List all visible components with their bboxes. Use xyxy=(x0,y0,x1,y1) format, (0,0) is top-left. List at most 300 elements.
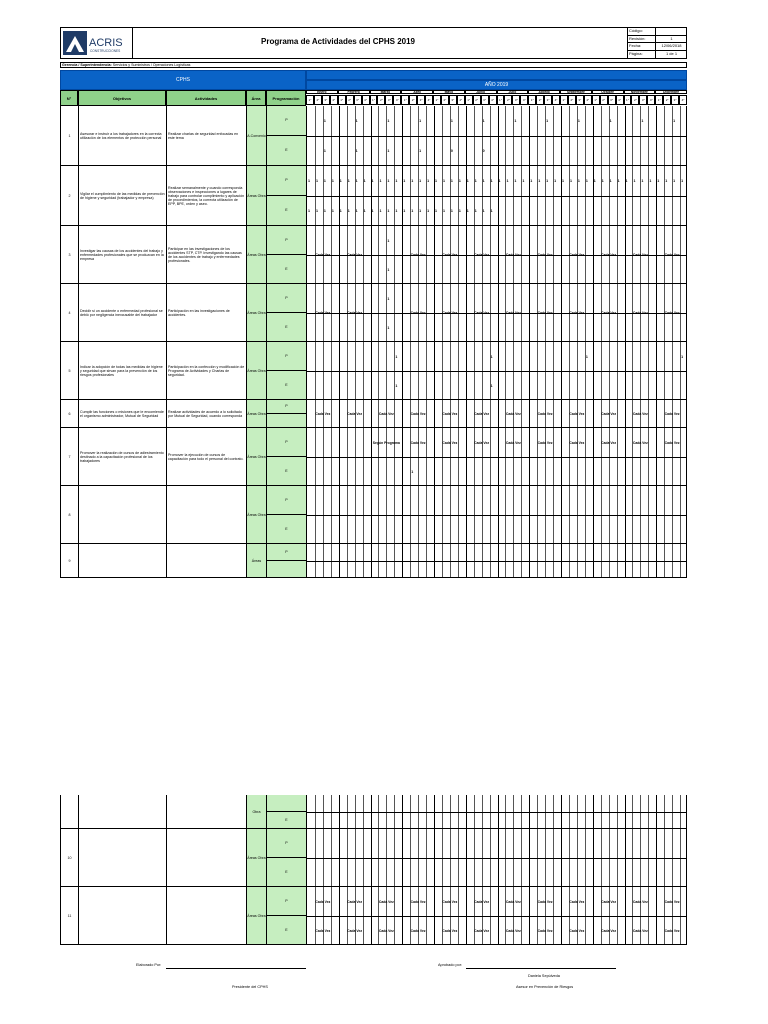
week-header: 2° xyxy=(568,95,576,105)
programacion-cell xyxy=(267,342,307,399)
cada-vez-label: Cada Vez xyxy=(347,928,363,933)
schedule-mark: 1 xyxy=(482,179,485,183)
cada-vez-label: Cada Vez xyxy=(315,928,331,933)
table-row xyxy=(60,544,687,578)
activity-cell xyxy=(167,486,247,543)
week-header: 1° xyxy=(338,95,346,105)
pe-divider xyxy=(307,457,686,458)
objective-cell xyxy=(79,887,167,944)
schedule-mark: 1 xyxy=(323,119,326,123)
cada-vez-label: Cada Vez xyxy=(505,899,521,904)
month-header: Enero xyxy=(306,90,338,94)
programado-label: P xyxy=(267,342,306,371)
schedule-mark: 1 xyxy=(339,209,342,213)
meta-value xyxy=(656,28,687,35)
month-header: Septiembre xyxy=(560,90,592,94)
schedule-mark: 1 xyxy=(315,209,318,213)
programacion-cell xyxy=(267,887,307,944)
schedule-mark: 1 xyxy=(585,179,588,183)
cada-vez-label: Cada Vez xyxy=(537,899,553,904)
programacion-cell xyxy=(267,486,307,543)
cada-vez-label: Cada Vez xyxy=(601,311,617,315)
cada-vez-label: Cada Vez xyxy=(505,412,521,416)
week-header: 3° xyxy=(354,95,362,105)
aprobado-signature-line xyxy=(466,968,616,969)
schedule-mark: 1 xyxy=(593,179,596,183)
pe-divider xyxy=(307,371,686,372)
cada-vez-label: Cada Vez xyxy=(632,253,648,257)
document-header xyxy=(60,27,687,59)
gerencia-label: Gerencia / Superintendencia: xyxy=(62,63,112,67)
cada-vez-label: Cada Vez xyxy=(378,899,394,904)
week-header: 3° xyxy=(608,95,616,105)
cada-vez-label: Cada Vez xyxy=(378,412,394,416)
schedule-mark: 1 xyxy=(419,149,422,153)
ejecutado-label: E xyxy=(285,208,288,213)
week-header: 1° xyxy=(370,95,378,105)
programacion-cell xyxy=(267,400,307,427)
schedule-mark: 1 xyxy=(331,179,334,183)
cada-vez-label: Cada Vez xyxy=(505,253,521,257)
schedule-grid xyxy=(307,342,686,399)
schedule-mark: 1 xyxy=(387,119,390,123)
month-header: Mayo xyxy=(433,90,465,94)
cada-vez-label: Cada Vez xyxy=(410,253,426,257)
month-header: Noviembre xyxy=(624,90,656,94)
cada-vez-label: Cada Vez xyxy=(505,311,521,315)
schedule-mark: 1 xyxy=(498,179,501,183)
week-header: 2° xyxy=(441,95,449,105)
week-header: 1° xyxy=(560,95,568,105)
cada-vez-label: Cada Vez xyxy=(315,253,331,257)
schedule-mark: 1 xyxy=(546,179,549,183)
schedule-mark: 1 xyxy=(355,149,358,153)
cada-vez-label: Cada Vez xyxy=(442,253,458,257)
schedule-mark: 1 xyxy=(554,179,557,183)
programado-label: P xyxy=(267,428,306,457)
cada-vez-label: Cada Vez xyxy=(632,311,648,315)
schedule-mark: 1 xyxy=(331,209,334,213)
cada-vez-label: Cada Vez xyxy=(378,928,394,933)
row-number: 4 xyxy=(61,284,79,341)
schedule-mark: 1 xyxy=(427,179,430,183)
schedule-mark: 1 xyxy=(387,296,390,301)
schedule-mark: 1 xyxy=(609,179,612,183)
cada-vez-label: Cada Vez xyxy=(537,253,553,257)
schedule-mark: 1 xyxy=(363,209,366,213)
schedule-mark: 1 xyxy=(419,209,422,213)
schedule-mark: 1 xyxy=(482,119,485,123)
schedule-mark: 1 xyxy=(450,209,453,213)
schedule-mark: 1 xyxy=(395,179,398,183)
schedule-mark: 1 xyxy=(323,149,326,153)
logo-subtext: CONSTRUCCIONES xyxy=(90,49,121,53)
cada-vez-label: Cada Vez xyxy=(474,440,490,445)
schedule-mark: 1 xyxy=(482,209,485,213)
schedule-grid xyxy=(307,829,686,886)
cada-vez-label: Cada Vez xyxy=(315,412,331,416)
meta-value: 12/06/2018 xyxy=(661,43,682,48)
cada-vez-label: Cada Vez xyxy=(442,899,458,904)
cada-vez-label: Cada Vez xyxy=(632,412,648,416)
pe-divider xyxy=(307,812,686,813)
ejecutado-label: E xyxy=(285,927,288,932)
area-cell: Áreas Obra xyxy=(247,342,267,399)
week-divider xyxy=(371,400,372,427)
activity-cell xyxy=(167,887,247,944)
cada-vez-label: Cada Vez xyxy=(569,440,585,445)
area-cell: Áreas Obra xyxy=(247,887,267,944)
programado-label: P xyxy=(267,486,306,515)
schedule-mark: 1 xyxy=(514,119,517,123)
gerencia-value: Servicios y Suministros / Operaciones Logísticas xyxy=(112,63,191,67)
cada-vez-label: Cada Vez xyxy=(474,311,490,315)
schedule-mark: 1 xyxy=(387,149,390,153)
table-row xyxy=(60,166,687,226)
row-number: 1 xyxy=(61,106,79,165)
cada-vez-label: Cada Vez xyxy=(474,928,490,933)
objective-cell: Asesorar e instruir a los trabajadores en la correcta utilización de los elementos de protección personal xyxy=(79,106,167,165)
schedule-mark: 1 xyxy=(395,383,398,388)
week-divider xyxy=(529,400,530,427)
week-divider xyxy=(466,400,467,427)
pe-divider xyxy=(307,136,686,137)
programado-label: P xyxy=(267,400,306,414)
schedule-mark: 1 xyxy=(490,209,493,213)
schedule-mark: 1 xyxy=(681,179,684,183)
schedule-mark: 1 xyxy=(577,119,580,123)
week-divider xyxy=(498,400,499,427)
activity-cell: Realizar actividades de acuerdo a lo solicitado por Mutual de Seguridad, cuando corresponda xyxy=(167,400,247,427)
activity-cell: Promover la ejecución de cursos de capacitación para todo el personal del contrato. xyxy=(167,428,247,485)
week-header: 2° xyxy=(504,95,512,105)
programacion-cell xyxy=(267,166,307,225)
pe-divider xyxy=(307,916,686,917)
schedule-mark: 1 xyxy=(490,354,493,359)
programacion-cell xyxy=(267,829,307,886)
schedule-mark: 1 xyxy=(411,209,414,213)
week-divider xyxy=(625,400,626,427)
programacion-cell xyxy=(267,106,307,165)
cada-vez-label: Cada Vez xyxy=(569,899,585,904)
schedule-mark: 1 xyxy=(490,383,493,388)
schedule-mark: 1 xyxy=(673,119,676,123)
cada-vez-label: Cada Vez xyxy=(410,899,426,904)
week-header: 3° xyxy=(417,95,425,105)
meta-label: Página: xyxy=(628,51,656,59)
ejecutado-label: E xyxy=(285,324,288,329)
schedule-mark: 1 xyxy=(323,209,326,213)
ejecutado-label: E xyxy=(285,382,288,387)
schedule-mark: 1 xyxy=(395,354,398,359)
cada-vez-label: Cada Vez xyxy=(347,253,363,257)
schedule-mark: 1 xyxy=(363,179,366,183)
cada-vez-label: Cada Vez xyxy=(315,311,331,315)
schedule-mark: 1 xyxy=(601,179,604,183)
cada-vez-label: Cada Vez xyxy=(664,311,680,315)
schedule-mark: 1 xyxy=(442,209,445,213)
month-header: Junio xyxy=(465,90,497,94)
schedule-grid xyxy=(307,428,686,485)
cada-vez-label: Cada Vez xyxy=(601,899,617,904)
row-number: 6 xyxy=(61,400,79,427)
area-cell: Áreas Obra xyxy=(247,226,267,283)
schedule-mark: 1 xyxy=(522,179,525,183)
schedule-mark: 1 xyxy=(569,179,572,183)
week-header: 3° xyxy=(671,95,679,105)
segun-programa-label: Según Programa xyxy=(372,440,400,445)
page-title: Programa de Actividades del CPHS 2019 xyxy=(261,37,415,46)
schedule-mark: 1 xyxy=(466,209,469,213)
elaborado-signature-line xyxy=(166,968,306,969)
schedule-mark: 1 xyxy=(681,354,684,359)
cada-vez-label: Cada Vez xyxy=(474,412,490,416)
presidente-label: Presidente del CPHS xyxy=(232,985,268,989)
cada-vez-label: Cada Vez xyxy=(569,928,585,933)
schedule-mark: 1 xyxy=(450,119,453,123)
objective-cell xyxy=(79,795,167,828)
cada-vez-label: Cada Vez xyxy=(315,899,331,904)
ejecutado-label: E xyxy=(285,526,288,531)
cada-vez-label: Cada Vez xyxy=(632,928,648,933)
col-num: N° xyxy=(60,90,78,106)
ejecutado-label: E xyxy=(285,817,288,822)
week-divider xyxy=(339,400,340,427)
schedule-mark: 0 xyxy=(450,149,453,153)
week-header: 1° xyxy=(433,95,441,105)
table-row xyxy=(60,400,687,428)
week-header: 1° xyxy=(306,95,314,105)
meta-value: 1 xyxy=(670,35,673,41)
meta-value: 1 de 1 xyxy=(665,50,678,56)
schedule-mark: 1 xyxy=(387,179,390,183)
week-header: 1° xyxy=(592,95,600,105)
meta-label: Fecha: xyxy=(628,43,656,50)
programacion-cell xyxy=(267,226,307,283)
week-header: 4° xyxy=(584,95,592,105)
schedule-mark: 1 xyxy=(585,354,588,359)
programado-label: P xyxy=(267,284,306,313)
schedule-grid xyxy=(307,400,686,427)
document-meta xyxy=(627,28,687,58)
row-number: 8 xyxy=(61,486,79,543)
schedule-mark: 1 xyxy=(673,179,676,183)
area-cell: Áreas Obra xyxy=(247,284,267,341)
objective-cell xyxy=(79,486,167,543)
row-number xyxy=(61,795,79,828)
programado-label: P xyxy=(267,544,306,561)
schedule-mark: 1 xyxy=(538,179,541,183)
programado-label: P xyxy=(267,106,306,136)
cada-vez-label: Cada Vez xyxy=(442,440,458,445)
table-row xyxy=(60,226,687,284)
cada-vez-label: Cada Vez xyxy=(442,311,458,315)
table-row xyxy=(60,342,687,400)
row-number: 7 xyxy=(61,428,79,485)
cada-vez-label: Cada Vez xyxy=(601,928,617,933)
schedule-mark: 1 xyxy=(617,179,620,183)
schedule-mark: 1 xyxy=(387,325,390,330)
schedule-mark: 1 xyxy=(546,119,549,123)
schedule-mark: 1 xyxy=(379,209,382,213)
schedule-mark: 1 xyxy=(395,209,398,213)
schedule-mark: 1 xyxy=(387,267,390,272)
week-divider xyxy=(434,400,435,427)
week-header: 1° xyxy=(497,95,505,105)
pe-divider xyxy=(307,515,686,516)
schedule-mark: 1 xyxy=(514,179,517,183)
meta-label: Código: xyxy=(628,28,656,35)
month-header: Febrero xyxy=(338,90,370,94)
activity-cell xyxy=(167,829,247,886)
week-header: 4° xyxy=(362,95,370,105)
table-row xyxy=(60,795,687,829)
logo-text: ACRIS xyxy=(89,37,123,49)
week-header: 3° xyxy=(576,95,584,105)
schedule-mark: 1 xyxy=(371,179,374,183)
cada-vez-label: Cada Vez xyxy=(601,412,617,416)
schedule-mark: 1 xyxy=(347,209,350,213)
schedule-mark: 1 xyxy=(450,179,453,183)
programacion-cell xyxy=(267,795,307,828)
area-cell: Áreas Obra xyxy=(247,829,267,886)
week-header: 3° xyxy=(322,95,330,105)
week-header: 3° xyxy=(544,95,552,105)
objective-cell: Vigilar el cumplimiento de las medidas de prevención de higiene y seguridad (trabajador y empresa) xyxy=(79,166,167,225)
week-header: 4° xyxy=(330,95,338,105)
objective-cell: Cumplir las funciones o misiones que le encomiende el organismo administrador, Mutual de Seguridad xyxy=(79,400,167,427)
schedule-mark: 1 xyxy=(458,179,461,183)
schedule-mark: 1 xyxy=(355,209,358,213)
week-header: 4° xyxy=(489,95,497,105)
cada-vez-label: Cada Vez xyxy=(537,311,553,315)
month-header: Agosto xyxy=(528,90,560,94)
programacion-cell xyxy=(267,544,307,577)
week-header: 1° xyxy=(655,95,663,105)
cada-vez-label: Cada Vez xyxy=(442,412,458,416)
schedule-mark: 1 xyxy=(387,209,390,213)
week-header: 2° xyxy=(346,95,354,105)
activity-cell: Participar en las investigaciones de los accidentes STP, CTP. Investigando las causas de los accidentes de trabajo y enfermedades profesionales. xyxy=(167,226,247,283)
week-header: 4° xyxy=(520,95,528,105)
schedule-mark: 1 xyxy=(442,179,445,183)
schedule-mark: 1 xyxy=(562,179,564,183)
acris-logo-icon xyxy=(63,31,131,55)
schedule-grid xyxy=(307,544,686,577)
row-number: 5 xyxy=(61,342,79,399)
schedule-mark: 1 xyxy=(315,179,318,183)
week-header: 2° xyxy=(409,95,417,105)
schedule-mark: 1 xyxy=(308,179,310,183)
objective-cell: Indicar la adopción de todas las medidas de higiene y seguridad que sirvan para la prevención de los riesgos profesionales xyxy=(79,342,167,399)
table-row xyxy=(60,486,687,544)
week-header: 2° xyxy=(600,95,608,105)
week-header: 1° xyxy=(465,95,473,105)
schedule-mark: 1 xyxy=(427,209,430,213)
week-header: 1° xyxy=(624,95,632,105)
schedule-mark: 1 xyxy=(474,179,477,183)
schedule-mark: 1 xyxy=(435,179,437,183)
row-number: 3 xyxy=(61,226,79,283)
week-header: 2° xyxy=(473,95,481,105)
schedule-mark: 1 xyxy=(379,179,382,183)
cada-vez-label: Cada Vez xyxy=(569,253,585,257)
schedule-mark: 1 xyxy=(609,119,612,123)
cada-vez-label: Cada Vez xyxy=(505,440,521,445)
programado-label: P xyxy=(267,166,306,196)
programado-label: P xyxy=(267,226,306,255)
week-divider xyxy=(656,400,657,427)
area-cell: Áreas xyxy=(247,544,267,577)
schedule-mark: 1 xyxy=(633,179,636,183)
week-header: 3° xyxy=(449,95,457,105)
table-row xyxy=(60,284,687,342)
page-break xyxy=(0,578,768,795)
table-row xyxy=(60,106,687,166)
programacion-cell xyxy=(267,428,307,485)
schedule-mark: 1 xyxy=(355,179,358,183)
week-header: 2° xyxy=(314,95,322,105)
schedule-mark: 1 xyxy=(411,179,414,183)
cada-vez-label: Cada Vez xyxy=(410,928,426,933)
schedule-mark: 1 xyxy=(403,209,406,213)
schedule-mark: 1 xyxy=(530,179,533,183)
cada-vez-label: Cada Vez xyxy=(410,311,426,315)
table-row xyxy=(60,887,687,945)
schedule-grid xyxy=(307,795,686,828)
objective-cell: Promover la realización de cursos de adiestramiento destinado a la capacitación profesional de los trabajadores xyxy=(79,428,167,485)
cada-vez-label: Cada Vez xyxy=(664,928,680,933)
schedule-mark: 1 xyxy=(577,179,580,183)
month-header: Marzo xyxy=(370,90,402,94)
schedule-mark: 1 xyxy=(323,179,326,183)
row-number: 10 xyxy=(61,829,79,886)
schedule-mark: 0 xyxy=(482,149,485,153)
schedule-mark: 1 xyxy=(649,179,652,183)
activity-cell xyxy=(167,795,247,828)
schedule-mark: 1 xyxy=(625,179,628,183)
month-header: Octubre xyxy=(592,90,624,94)
cada-vez-label: Cada Vez xyxy=(569,412,585,416)
schedule-mark: 1 xyxy=(387,238,390,243)
cada-vez-label: Cada Vez xyxy=(347,311,363,315)
cada-vez-label: Cada Vez xyxy=(537,412,553,416)
week-header: 4° xyxy=(679,95,687,105)
schedule-mark: 1 xyxy=(435,209,437,213)
cada-vez-label: Cada Vez xyxy=(537,440,553,445)
schedule-grid xyxy=(307,486,686,543)
schedule-mark: 1 xyxy=(641,119,644,123)
week-header: 4° xyxy=(616,95,624,105)
week-header: 4° xyxy=(425,95,433,105)
row-number: 11 xyxy=(61,887,79,944)
cada-vez-label: Cada Vez xyxy=(664,253,680,257)
programado-label: P xyxy=(267,829,306,858)
col-programacion: Programación xyxy=(266,90,306,106)
objective-cell xyxy=(79,829,167,886)
schedule-grid xyxy=(307,166,686,225)
week-header: 3° xyxy=(385,95,393,105)
cada-vez-label: Cada Vez xyxy=(664,412,680,416)
activity-cell: Participación en la confección y modificación de Programa de Actividades y Charlas de seguridad. xyxy=(167,342,247,399)
area-cell: Obra xyxy=(247,795,267,828)
week-header: 4° xyxy=(393,95,401,105)
approver-role: Asesor en Prevención de Riesgos xyxy=(516,985,574,989)
schedule-mark: 1 xyxy=(657,179,660,183)
cada-vez-label: Cada Vez xyxy=(442,928,458,933)
approver-name: Daniela Sepúlveda xyxy=(528,974,560,978)
gerencia-line xyxy=(60,62,687,68)
